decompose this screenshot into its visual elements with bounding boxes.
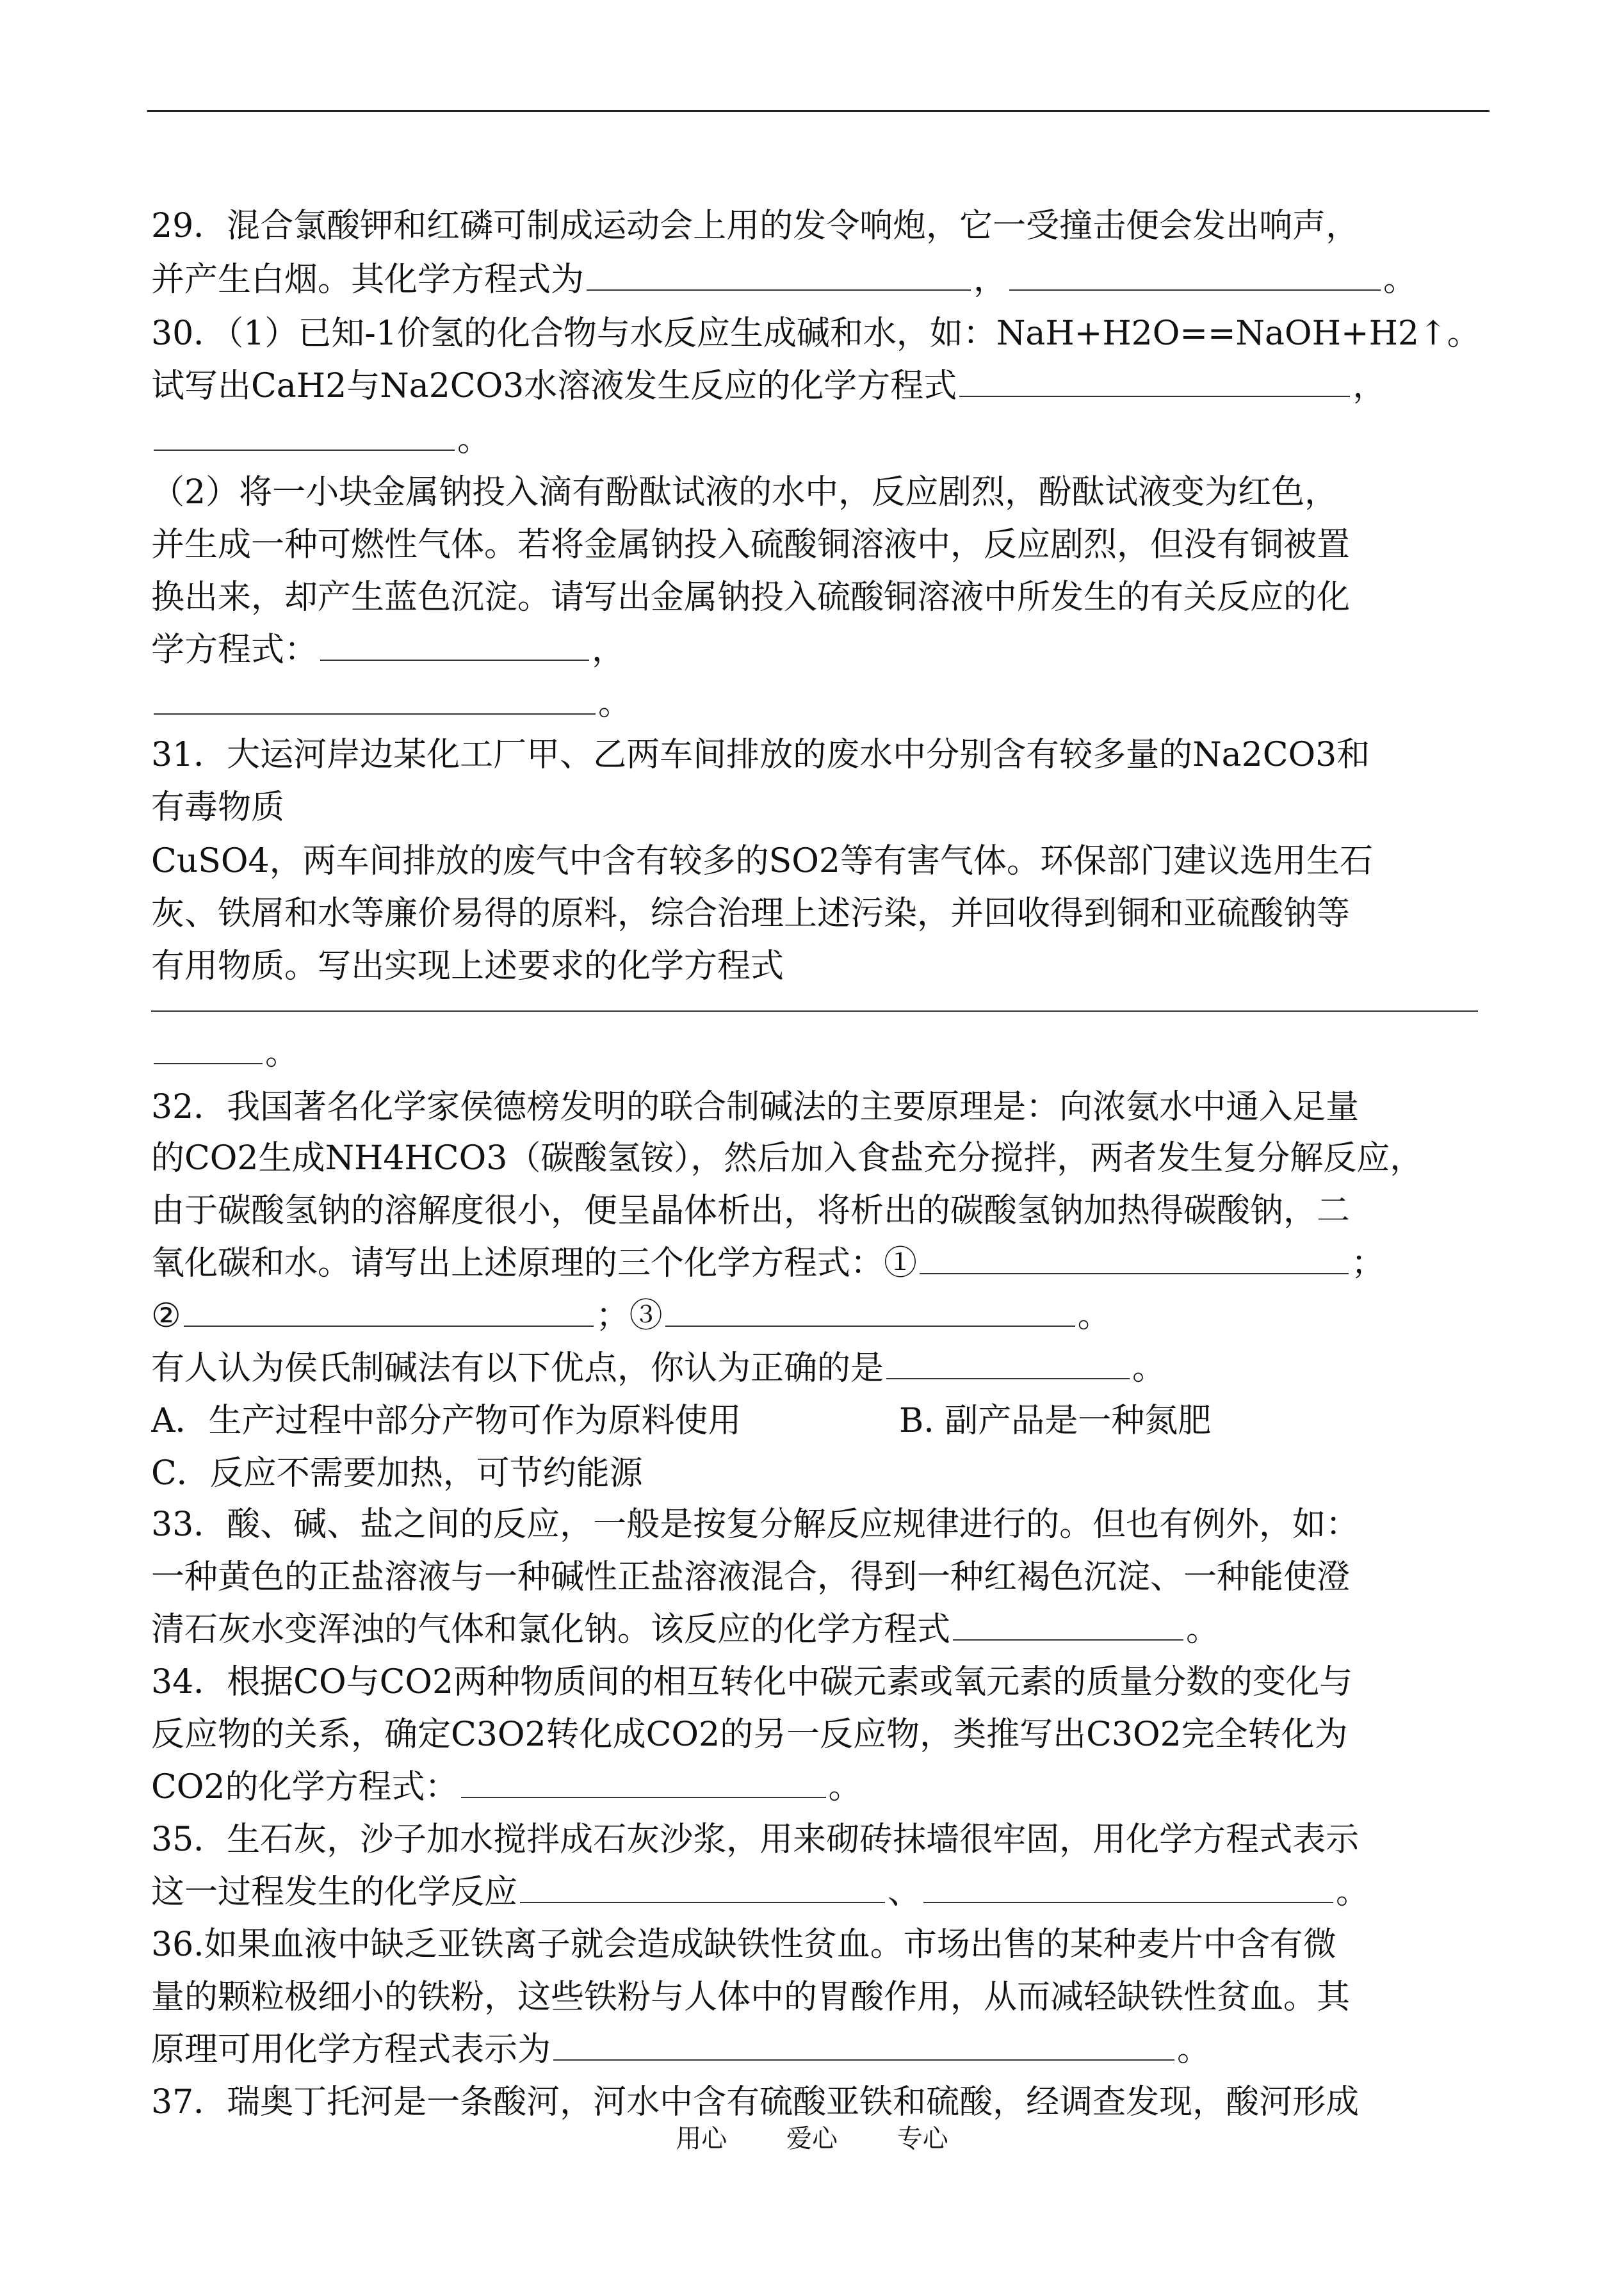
- q30-line-6: 换出来，却产生蓝色沉淀。请写出金属钠投入硫酸铜溶液中所发生的有关反应的化: [151, 578, 1351, 617]
- answer-blank[interactable]: [461, 1764, 826, 1798]
- answer-blank[interactable]: [320, 626, 589, 661]
- q30-line-5: 并生成一种可燃性气体。若将金属钠投入硫酸铜溶液中，反应剧烈，但没有铜被置: [151, 526, 1351, 564]
- header-rule: [147, 110, 1490, 112]
- q30-line-1: 30．（1）已知-1价氢的化合物与水反应生成碱和水，如：NaH+H2O==NaOH+H2↑。: [151, 314, 1481, 353]
- q33-text: 清石灰水变浑浊的气体和氯化钠。该反应的化学方程式: [151, 1610, 951, 1649]
- q36-line-2: 量的颗粒极细小的铁粉，这些铁粉与人体中的胃酸作用，从而减轻缺铁性贫血。其: [151, 1978, 1351, 2016]
- q32-line-6: [151, 1343, 1490, 1393]
- answer-blank[interactable]: [920, 1240, 1349, 1274]
- answer-blank[interactable]: [154, 1030, 263, 1064]
- q35-separator: 、: [888, 1873, 922, 1911]
- q31-line-1: 31．大运河岸边某化工厂甲、乙两车间排放的废水中分别含有较多量的Na2CO3和: [151, 736, 1370, 774]
- q34-period: 。: [828, 1768, 862, 1806]
- q32-line-3: 由于碳酸氢钠的溶解度很小，便呈晶体析出，将析出的碳酸氢钠加热得碳酸钠，二: [151, 1192, 1351, 1230]
- footer-middle: 爱心: [786, 2124, 838, 2153]
- q30-comma: ，: [1352, 367, 1386, 405]
- q36-period: 。: [1177, 2031, 1211, 2069]
- page-footer: [0, 2120, 1624, 2158]
- q32-line-5: [151, 1291, 1490, 1341]
- q30-line-7: [151, 625, 1490, 675]
- q32-text: 氧化碳和水。请写出上述原理的三个化学方程式：①: [151, 1244, 918, 1283]
- q34-text: CO2的化学方程式：: [151, 1768, 459, 1806]
- q32-options-line-1: [151, 1396, 1490, 1446]
- q35-line-2: [151, 1867, 1490, 1917]
- q30-line-4: （2）将一小块金属钠投入滴有酚酞试液的水中，反应剧烈，酚酞试液变为红色，: [151, 473, 1338, 512]
- q30-line-2: [151, 361, 1490, 411]
- q30-line-3: [151, 415, 1490, 465]
- q30-text: 学方程式：: [151, 631, 318, 669]
- q30-line-8: [151, 679, 1490, 729]
- footer-left: 用心: [676, 2124, 727, 2153]
- q32-line-1: 32．我国著名化学家侯德榜发明的联合制碱法的主要原理是：向浓氨水中通入足量: [151, 1088, 1360, 1126]
- q32-options-line-2: [151, 1448, 1490, 1498]
- q32-line-2: 的CO2生成NH4HCO3（碳酸氢铵），然后加入食盐充分搅拌，两者发生复分解反应，: [151, 1139, 1424, 1178]
- q32-period: 。: [1077, 1297, 1111, 1335]
- q34-line-1: 34．根据CO与CO2两种物质间的相互转化中碳元素或氧元素的质量分数的变化与: [151, 1663, 1353, 1701]
- q34-line-3: [151, 1762, 1490, 1812]
- option-a[interactable]: A．生产过程中部分产物可作为原料使用: [151, 1402, 742, 1440]
- q33-period: 。: [1186, 1610, 1220, 1649]
- q34-line-2: 反应物的关系，确定C3O2转化成CO2的另一反应物，类推写出C3O2完全转化为: [151, 1715, 1348, 1754]
- q36-line-1: 36.如果血液中缺乏亚铁离子就会造成缺铁性贫血。市场出售的某种麦片中含有微: [151, 1926, 1336, 1964]
- q30-period: 。: [598, 685, 632, 723]
- answer-blank[interactable]: [151, 1010, 1478, 1012]
- q33-line-2: 一种黄色的正盐溶液与一种碱性正盐溶液混合，得到一种红褐色沉淀、一种能使澄: [151, 1558, 1351, 1596]
- q29-text: 并产生白烟。其化学方程式为: [151, 261, 585, 299]
- q29-line-1: 29．混合氯酸钾和红磷可制成运动会上用的发令响炮，它一受撞击便会发出响声，: [151, 207, 1360, 245]
- answer-blank[interactable]: [665, 1292, 1075, 1327]
- answer-blank[interactable]: [520, 1869, 885, 1903]
- q30-period: 。: [457, 421, 491, 459]
- q33-line-3: [151, 1605, 1490, 1655]
- q32-semicolon: ；: [1351, 1244, 1385, 1283]
- q37-line-1: 37．瑞奥丁托河是一条酸河，河水中含有硫酸亚铁和硫酸，经调查发现，酸河形成: [151, 2083, 1360, 2121]
- q32-mark-2: ②: [151, 1297, 181, 1335]
- q31-line-6: [151, 1028, 1490, 1078]
- answer-blank[interactable]: [154, 416, 455, 451]
- q33-line-1: 33．酸、碱、盐之间的反应，一般是按复分解反应规律进行的。但也有例外，如：: [151, 1505, 1360, 1544]
- answer-blank[interactable]: [959, 362, 1350, 397]
- answer-blank[interactable]: [154, 680, 596, 715]
- answer-blank[interactable]: [923, 1869, 1333, 1903]
- q29-period: 。: [1383, 261, 1417, 299]
- q31-line-3: CuSO4，两车间排放的废气中含有较多的SO2等有害气体。环保部门建议选用生石: [151, 842, 1373, 880]
- q32-text: 有人认为侯氏制碱法有以下优点，你认为正确的是: [151, 1349, 884, 1388]
- answer-blank[interactable]: [953, 1606, 1183, 1641]
- answer-blank[interactable]: [184, 1292, 594, 1327]
- answer-blank[interactable]: [1009, 256, 1381, 291]
- q30-comma: ，: [592, 631, 626, 669]
- q32-mark-3: ；③: [596, 1297, 663, 1335]
- q36-text: 原理可用化学方程式表示为: [151, 2031, 551, 2069]
- option-b[interactable]: B. 副产品是一种氮肥: [899, 1402, 1212, 1440]
- answer-blank[interactable]: [587, 256, 971, 291]
- q36-line-3: [151, 2025, 1490, 2075]
- footer-right: 专心: [897, 2124, 948, 2153]
- q31-line-4: 灰、铁屑和水等廉价易得的原料，综合治理上述污染，并回收得到铜和亚硫酸钠等: [151, 895, 1351, 933]
- q35-text: 这一过程发生的化学反应: [151, 1873, 518, 1911]
- q29-line-2: [151, 255, 1490, 305]
- q32-line-4: [151, 1238, 1490, 1288]
- q31-line-5: 有用物质。写出实现上述要求的化学方程式: [151, 947, 784, 985]
- q30-text: 试写出CaH2与Na2CO3水溶液发生反应的化学方程式: [151, 367, 957, 405]
- q32-period: 。: [1132, 1349, 1166, 1388]
- q35-period: 。: [1336, 1873, 1370, 1911]
- answer-blank[interactable]: [886, 1345, 1130, 1379]
- option-c[interactable]: C．反应不需要加热，可节约能源: [151, 1454, 643, 1493]
- q31-line-2: 有毒物质: [151, 788, 285, 827]
- answer-blank[interactable]: [553, 2026, 1174, 2061]
- q31-period: 。: [265, 1034, 299, 1073]
- q29-comma: ，: [973, 261, 1007, 299]
- q35-line-1: 35．生石灰，沙子加水搅拌成石灰沙浆，用来砌砖抹墙很牢固，用化学方程式表示: [151, 1821, 1360, 1859]
